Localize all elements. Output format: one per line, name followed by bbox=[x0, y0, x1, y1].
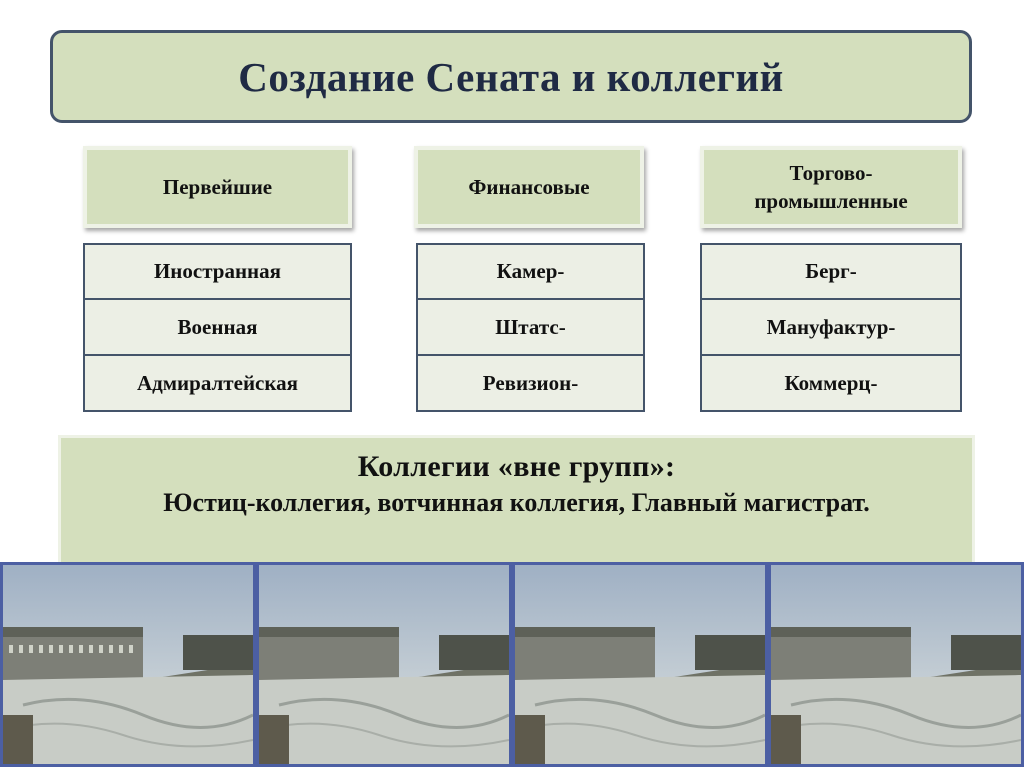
college-item: Адмиралтейская bbox=[83, 355, 352, 412]
college-item: Иностранная bbox=[83, 243, 352, 300]
college-item: Штатс- bbox=[416, 299, 645, 356]
st-petersburg-engraving-image bbox=[771, 565, 1021, 764]
st-petersburg-engraving-image bbox=[3, 565, 253, 764]
image-strip bbox=[0, 562, 1024, 767]
category-label: Первейшие bbox=[162, 174, 273, 199]
engraving-image-4 bbox=[768, 562, 1024, 767]
college-list-2 bbox=[416, 243, 645, 412]
category-label: Финансовые bbox=[468, 174, 590, 199]
college-item: Мануфактур- bbox=[700, 299, 962, 356]
category-header-3 bbox=[700, 146, 962, 228]
title-banner bbox=[50, 30, 972, 123]
college-item: Берг- bbox=[700, 243, 962, 300]
outside-groups-title: Коллегии «вне групп»: bbox=[357, 450, 676, 483]
college-item: Камер- bbox=[416, 243, 645, 300]
engraving-image-3 bbox=[512, 562, 768, 767]
college-item: Коммерц- bbox=[700, 355, 962, 412]
category-header-2 bbox=[414, 146, 644, 228]
college-list-1 bbox=[83, 243, 352, 412]
engraving-image-1 bbox=[0, 562, 256, 767]
st-petersburg-engraving-image bbox=[259, 565, 509, 764]
outside-groups-box bbox=[58, 435, 975, 565]
college-list-3 bbox=[700, 243, 962, 412]
category-label: Торгово-промышленные bbox=[754, 160, 908, 213]
category-header-1 bbox=[83, 146, 352, 228]
st-petersburg-engraving-image bbox=[515, 565, 765, 764]
outside-groups-body: Юстиц-коллегия, вотчинная коллегия, Главный магистрат. bbox=[163, 488, 870, 517]
college-item: Военная bbox=[83, 299, 352, 356]
college-item: Ревизион- bbox=[416, 355, 645, 412]
engraving-image-2 bbox=[256, 562, 512, 767]
page-title: Создание Сената и коллегий bbox=[238, 53, 784, 100]
